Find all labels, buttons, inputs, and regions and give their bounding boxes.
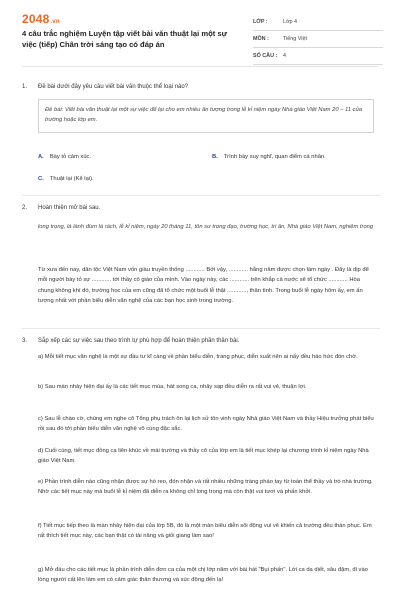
list-item[interactable]: b) Sau màn nhảy hiện đại ấy là các tiết mục múa, hát song ca, nhảy sạp đều diễn ra rất vui vẻ, thuận lợi.	[38, 384, 307, 390]
question-1	[22, 82, 380, 92]
question-text: Đề bài dưới đây yêu cầu viết bài văn thuộc thể loại nào?	[38, 84, 189, 90]
question-number: 3.	[22, 338, 28, 344]
option-label: B.	[212, 154, 218, 160]
list-item[interactable]: d) Cuối cùng, tiết mục đồng ca liên khúc về mái trường và thầy cô của lớp em là tiết mục khép lại chương trình kỉ niệm ngày Nhà giáo Việt Nam.	[38, 448, 369, 465]
option-text: Thuật lại (Kể lại).	[49, 176, 94, 182]
question-text: Hoàn thiện mở bài sau.	[38, 205, 101, 211]
list-item[interactable]: e) Phần trình diễn nào cũng nhận được sự hò reo, đón nhận và rất nhiều những tràng pháo tay từ toàn thể thầy và trò nhà trường. Nhờ các tiết mục này mà buổi lễ kỉ niệm đã diễn ra không chỉ long trọng mà còn thật vui tươi và phấn khởi.	[38, 479, 373, 496]
option-c[interactable]	[38, 175, 94, 184]
passage: Từ xưa đến nay, dân tộc Việt Nam vốn giàu truyền thống ............ Bởi vậy, ............ hằng năm được chọn làm ngày . Đây là dịp để mỗi người bày tỏ sự ............ tới thầy cô giáo của mình. Vào ngày này, các ............ trên khắp cả nước sẽ tổ chức ............ Hòa chung không khí đó, trường học của em cũng đã tổ chức một buổi lễ thật ............, thân tình. Trong buổi lễ ngày hôm ấy, em ấn tượng nhất với phần biểu diễn văn nghệ của các bạn học sinh trong trường.	[38, 267, 369, 305]
header	[0, 0, 400, 66]
meta-row-subject	[253, 31, 383, 48]
meta-value: 4	[283, 53, 286, 59]
question-number: 1.	[22, 84, 28, 90]
meta-row-class	[253, 14, 383, 31]
list-item[interactable]: g) Mở đầu cho các tiết mục là phần trình diễn đơn ca của một chị lớp năm với bài hát "Bụi phấn". Lời ca da diết, sâu đậm, đi vào lòng người cất lên làm em có cảm giác thân thương và xúc động đến lạ!	[38, 567, 368, 584]
option-text: Bày tỏ cảm xúc.	[49, 154, 92, 160]
meta-table	[253, 14, 383, 65]
meta-value: Tiếng Việt	[283, 36, 307, 42]
meta-key: MÔN :	[253, 36, 269, 42]
list-item[interactable]: f) Tiết mục tiếp theo là màn nhảy hiện đại của lớp 5B, đó là một màn biểu diễn sôi động vui vẻ khiến cả trường đều thán phục. Em rất thích tiết mục này, các bạn thật có tài năng và giỏi giang làm sao!	[38, 523, 372, 540]
site-logo[interactable]	[22, 12, 60, 26]
list-item[interactable]: c) Sau lễ chào cờ, chúng em nghe cô Tổng phụ trách ôn lại lịch sử tôn vinh ngày Nhà giáo Việt Nam và thầy Hiệu trưởng phát biểu rồi sau đó tới phần biểu diễn văn nghệ vô cùng đặc sắc.	[38, 416, 374, 433]
option-a[interactable]	[38, 153, 91, 162]
question-3	[22, 336, 380, 346]
option-label: A.	[38, 154, 44, 160]
keyword-list: long trọng, lá lành đùm lá rách, lễ kỉ niệm, ngày 20 tháng 11, tôn sư trọng đạo, trường học, tri ân, Nhà giáo Việt Nam, nghiêm trọng	[38, 224, 374, 230]
option-text: Trình bày suy nghĩ, quan điểm cá nhân.	[223, 154, 326, 160]
meta-key: SỐ CÂU :	[253, 53, 278, 59]
option-b[interactable]	[212, 153, 326, 162]
question-number: 2.	[22, 205, 28, 211]
question-text: Sắp xếp các sự việc sau theo trình tự phù hợp để hoàn thiện phần thân bài.	[38, 338, 240, 344]
divider	[22, 195, 380, 196]
option-label: C.	[38, 176, 44, 182]
document-title: 4 câu trắc nghiệm Luyện tập viết bài văn thuật lại một sự việc (tiếp) Chân trời sáng tạo có đáp án	[22, 29, 228, 49]
logo-text: 2048	[22, 12, 50, 26]
meta-row-count	[253, 48, 383, 65]
question-2	[22, 203, 380, 213]
question-quote: Đề bài: Viết bài văn thuật lại một sự việc để lại cho em nhiều ấn tượng trong lễ kỉ niệm ngày Nhà giáo Việt Nam 20 – 11 của trường hoặc lớp em.	[38, 99, 374, 133]
logo-tld: .vn	[50, 19, 60, 25]
divider	[22, 328, 380, 329]
header-divider	[22, 66, 378, 67]
meta-value: Lớp 4	[283, 19, 298, 25]
meta-key: LỚP :	[253, 19, 268, 25]
list-item[interactable]: a) Mỗi tiết mục văn nghệ là một sự đầu tư kĩ càng về phần biểu diễn, trang phục, diễn xuất nên ai nấy đều háo hức đón chờ.	[38, 354, 358, 360]
